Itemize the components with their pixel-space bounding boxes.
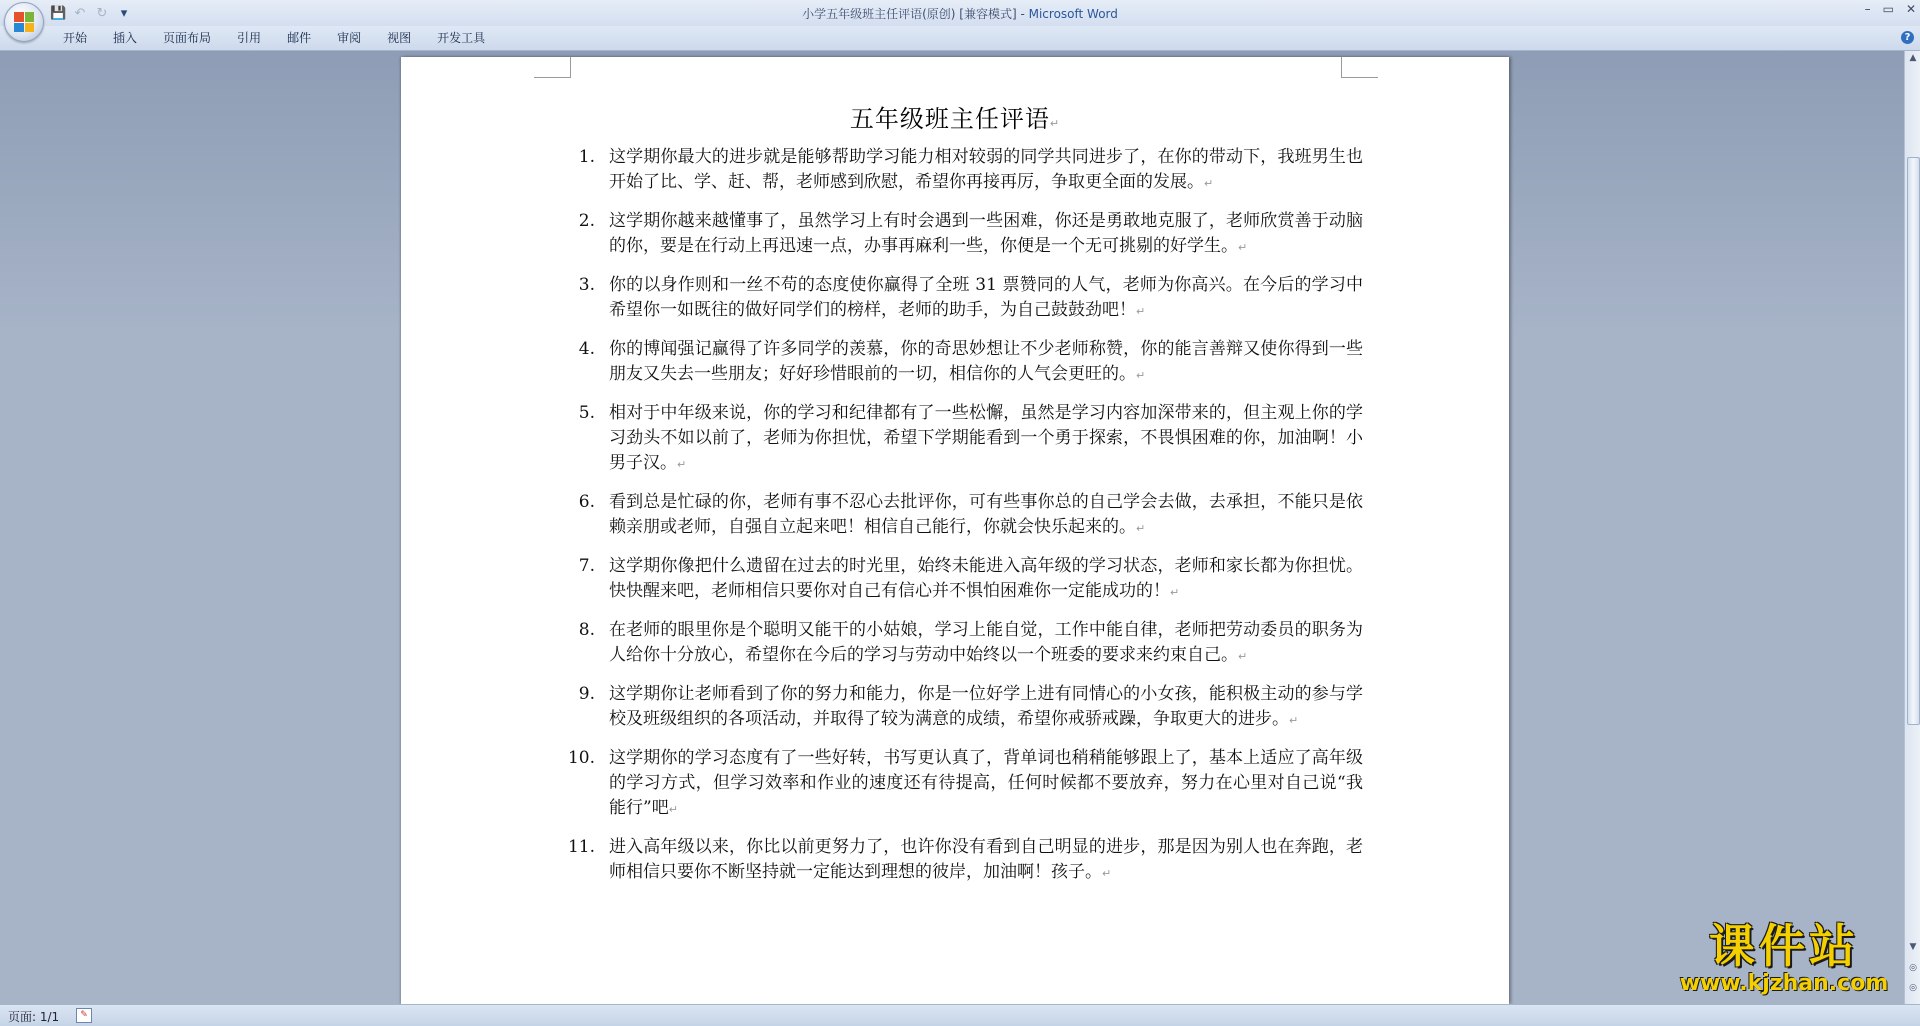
- list-item-text: 这学期你最大的进步就是能够帮助学习能力相对较弱的同学共同进步了，在你的带动下，我班男生也开始了比、学、赶、帮，老师感到欣慰，希望你再接再厉，争取更全面的发展。: [609, 147, 1363, 192]
- status-bar: [0, 1004, 1920, 1026]
- paragraph-mark: ↵: [677, 458, 687, 471]
- office-button[interactable]: [4, 2, 44, 42]
- ribbon-tabs: [50, 30, 498, 46]
- list-number: 8.: [578, 620, 595, 640]
- tab-home[interactable]: 开始: [63, 31, 88, 45]
- list-item-text: 在老师的眼里你是个聪明又能干的小姑娘，学习上能自觉，工作中能自律，老师把劳动委员的职务为人给你十分放心，希望你在今后的学习与劳动中始终以一个班委的要求来约束自己。: [609, 620, 1363, 665]
- redo-icon[interactable]: ↻: [96, 5, 108, 21]
- ribbon: [0, 26, 1920, 51]
- crop-mark-left: [534, 57, 571, 78]
- list-item: [561, 145, 1363, 196]
- paragraph-mark: ↵: [1102, 867, 1112, 880]
- tab-references[interactable]: 引用: [237, 31, 262, 45]
- list-item-text: 这学期你越来越懂事了，虽然学习上有时会遇到一些困难，你还是勇敢地克服了，老师欣赏善于动脑的你，要是在行动上再迅速一点，办事再麻利一些，你便是一个无可挑剔的好学生。: [609, 211, 1363, 256]
- list-item-text: 相对于中年级来说，你的学习和纪律都有了一些松懈，虽然是学习内容加深带来的，但主观上你的学习劲头不如以前了，老师为你担忧，希望下学期能看到一个勇于探索，不畏惧困难的你，加油啊！小男子汉。: [609, 403, 1363, 473]
- paragraph-mark: ↵: [1136, 522, 1146, 535]
- paragraph-mark: ↵: [1204, 177, 1214, 190]
- save-icon[interactable]: 💾: [50, 5, 67, 21]
- paragraph-mark: ↵: [1170, 586, 1180, 599]
- list-item: [561, 273, 1363, 324]
- tab-view[interactable]: 视图: [387, 31, 412, 45]
- previous-page-icon[interactable]: ◎: [1909, 963, 1917, 973]
- watermark-logo: 课件站 www.kjzhan.com: [1679, 919, 1889, 996]
- list-number: 7.: [578, 556, 595, 576]
- customize-qat-icon[interactable]: ▾: [120, 5, 128, 21]
- comments-list: [561, 145, 1363, 899]
- list-item-text: 这学期你让老师看到了你的努力和能力，你是一位好学上进有同情心的小女孩，能积极主动的参与学校及班级组织的各项活动，并取得了较为满意的成绩，希望你戒骄戒躁，争取更大的进步。: [609, 684, 1363, 729]
- window-controls: [1865, 2, 1916, 16]
- title-bar: [0, 0, 1920, 27]
- vertical-scrollbar[interactable]: [1904, 51, 1920, 1004]
- list-item: [561, 337, 1363, 388]
- list-item: [561, 401, 1363, 477]
- help-icon[interactable]: ?: [1901, 31, 1914, 44]
- document-page[interactable]: [401, 57, 1509, 1004]
- paragraph-mark: ↵: [1049, 117, 1061, 130]
- paragraph-mark: ↵: [1238, 650, 1248, 663]
- scroll-up-icon[interactable]: ▲: [1909, 53, 1917, 63]
- list-item-text: 你的以身作则和一丝不苟的态度使你赢得了全班 31 票赞同的人气，老师为你高兴。在今后的学习中希望你一如既往的做好同学们的榜样，老师的助手，为自己鼓鼓劲吧！: [609, 275, 1363, 320]
- list-item: [561, 618, 1363, 669]
- list-item-text: 进入高年级以来，你比以前更努力了，也许你没有看到自己明显的进步，那是因为别人也在奔跑，老师相信只要你不断坚持就一定能达到理想的彼岸，加油啊！孩子。: [609, 837, 1363, 882]
- list-item: [561, 682, 1363, 733]
- list-number: 4.: [578, 339, 595, 359]
- list-number: 2.: [578, 211, 595, 231]
- list-item-text: 这学期你的学习态度有了一些好转，书写更认真了，背单词也稍稍能够跟上了，基本上适应了高年级的学习方式，但学习效率和作业的速度还有待提高，任何时候都不要放弃，努力在心里对自己说“我能行”吧: [609, 748, 1363, 818]
- restore-button[interactable]: ▭: [1882, 2, 1894, 16]
- list-item: [561, 490, 1363, 541]
- document-workspace: [0, 51, 1904, 1004]
- paragraph-mark: ↵: [1136, 305, 1146, 318]
- list-number: 1.: [578, 147, 595, 167]
- list-number: 10.: [567, 748, 595, 768]
- office-logo-icon: [14, 12, 34, 32]
- list-item-text: 这学期你像把什么遗留在过去的时光里，始终未能进入高年级的学习状态，老师和家长都为你担忧。快快醒来吧，老师相信只要你对自己有信心并不惧怕困难你一定能成功的！: [609, 556, 1363, 601]
- list-item-text: 你的博闻强记赢得了许多同学的羡慕，你的奇思妙想让不少老师称赞，你的能言善辩又使你得到一些朋友又失去一些朋友；好好珍惜眼前的一切，相信你的人气会更旺的。: [609, 339, 1363, 384]
- list-number: 9.: [578, 684, 595, 704]
- scroll-thumb[interactable]: [1907, 157, 1920, 725]
- paragraph-mark: ↵: [1238, 241, 1248, 254]
- tab-review[interactable]: 审阅: [337, 31, 362, 45]
- tab-developer[interactable]: 开发工具: [437, 31, 486, 45]
- close-button[interactable]: ✕: [1905, 2, 1916, 16]
- tab-insert[interactable]: 插入: [113, 31, 138, 45]
- list-number: 3.: [578, 275, 595, 295]
- paragraph-mark: ↵: [1136, 369, 1146, 382]
- list-item: [561, 554, 1363, 605]
- list-number: 6.: [578, 492, 595, 512]
- list-item: [561, 209, 1363, 260]
- scroll-down-icon[interactable]: ▼: [1909, 942, 1917, 952]
- paragraph-mark: ↵: [668, 803, 678, 816]
- list-item-text: 看到总是忙碌的你，老师有事不忍心去批评你，可有些事你总的自己学会去做，去承担，不能只是依赖亲朋或老师，自强自立起来吧！相信自己能行，你就会快乐起来的。: [609, 492, 1363, 537]
- list-item: [561, 746, 1363, 822]
- list-item: [561, 835, 1363, 886]
- next-page-icon[interactable]: ◎: [1909, 983, 1917, 993]
- page-count[interactable]: 页面: 1/1: [8, 1010, 60, 1024]
- crop-mark-right: [1341, 57, 1378, 78]
- window-title: 小学五年级班主任评语(原创) [兼容模式] - Microsoft Word: [802, 7, 1118, 21]
- tab-mailings[interactable]: 邮件: [287, 31, 312, 45]
- minimize-button[interactable]: –: [1864, 2, 1871, 16]
- undo-icon[interactable]: ↶: [74, 5, 86, 21]
- proofing-icon[interactable]: ✎: [76, 1008, 92, 1023]
- tab-page-layout[interactable]: 页面布局: [163, 31, 212, 45]
- paragraph-mark: ↵: [1289, 714, 1299, 727]
- list-number: 11.: [567, 837, 595, 857]
- list-number: 5.: [578, 403, 595, 423]
- document-title: 五年级班主任评语↵: [849, 105, 1061, 133]
